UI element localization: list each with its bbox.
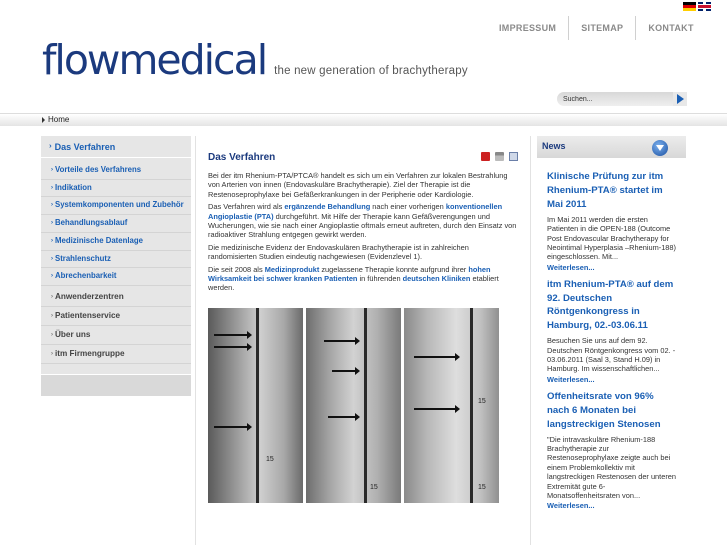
news-sidebar xyxy=(537,136,686,545)
arrow-right-icon xyxy=(677,94,684,104)
angiography-panel xyxy=(208,308,303,503)
sidebar-item-ueber-uns[interactable]: Über uns xyxy=(41,326,191,345)
paragraph: Das Verfahren wird als ergänzende Behandlung nach einer vorherigen konventionellen Angioplastie (PTA) durchgeführt. Mit Hilfe der Therapie kann Gefäßverengungen und Wucherungen, wie sie nach einer Angioplastie oftmals erneut auftreten, durch den Einsatz von radioaktiver Strahlung entgegen gewirkt werden. xyxy=(208,202,517,240)
impressum-link[interactable]: IMPRESSUM xyxy=(499,23,557,33)
pdf-icon[interactable] xyxy=(481,152,490,161)
news-header xyxy=(537,136,686,158)
news-item-body: Im Mai 2011 werden die ersten Patienten in die OPEN-188 (Outcome Post Endovascular Brachytherapy for Neointimal Hyperplasia –Rhenium-188) eingeschlossen. Mit... xyxy=(547,214,676,262)
left-sidebar xyxy=(41,136,191,396)
sidebar-item-das-verfahren[interactable]: ›› Das Verfahren xyxy=(41,136,191,158)
paragraph: Bei der itm Rhenium-PTA/PTCA® handelt es sich um ein Verfahren zur lokalen Bestrahlung von Arterien von innen (Endovaskuläre Brachytherapie). Ziel der Therapie ist die Restenoseprophylaxe bei Gefäßerkrankungen in der Peripherie oder Kardiologie. xyxy=(208,171,508,199)
news-item xyxy=(537,170,686,272)
angiography-panel xyxy=(404,308,499,503)
bullet-icon: ›› xyxy=(49,143,50,150)
sidebar-subitem-indikation[interactable]: Indikation xyxy=(41,180,191,198)
angiography-image xyxy=(208,308,499,503)
news-item-body: "Die intravaskuläre Rhenium-188 Brachytherapie zur Restenoseprophylaxe zeigte auch bei einem Problemkollektiv mit langstreckigen Restenosen der unteren Extremität gute 6-Monatsoffenheitsraten von... xyxy=(547,434,677,500)
read-more-link[interactable]: Weiterlesen... xyxy=(547,374,595,384)
logo[interactable] xyxy=(42,36,468,84)
email-icon[interactable] xyxy=(509,152,518,161)
link-deutsche-kliniken[interactable]: deutschen Kliniken xyxy=(402,273,471,283)
paragraph: Die seit 2008 als Medizinprodukt zugelassene Therapie konnte aufgrund ihrer hohen Wirksamkeit bei schwer kranken Patienten in führenden deutschen Kliniken etabliert werden. xyxy=(208,264,499,293)
page-title: Das Verfahren xyxy=(208,152,276,163)
link-ergaenzende-behandlung[interactable]: ergänzende Behandlung xyxy=(284,202,371,212)
sidebar-item-patientenservice[interactable]: Patientenservice xyxy=(41,307,191,326)
main-content xyxy=(195,136,531,545)
breadcrumb xyxy=(0,113,727,126)
search-submit-button[interactable] xyxy=(673,92,687,106)
sidebar-footer xyxy=(41,374,191,396)
print-icon[interactable] xyxy=(495,152,504,161)
link-medizinprodukt[interactable]: Medizinprodukt xyxy=(264,264,320,274)
news-item xyxy=(537,390,686,510)
search-input[interactable] xyxy=(557,92,673,106)
search-box xyxy=(557,92,687,106)
sitemap-link[interactable]: SITEMAP xyxy=(568,16,635,40)
scroll-down-icon[interactable] xyxy=(652,140,668,156)
scale-label: 15 xyxy=(478,484,486,491)
news-item-title[interactable]: itm Rhenium-PTA® auf dem 92. Deutschen Röntgenkongress in Hamburg, 02.-03.06.11 xyxy=(547,278,674,332)
language-switcher xyxy=(683,2,711,11)
news-item xyxy=(537,278,686,384)
logo-tagline: the new generation of brachytherapy xyxy=(274,65,468,77)
news-item-title[interactable]: Offenheitsrate von 96% nach 6 Monaten bei langstreckigen Stenosen xyxy=(547,390,661,430)
scale-label: 15 xyxy=(266,456,274,463)
news-item-body: Besuchen Sie uns auf dem 92. Deutschen Röntgenkongress vom 02. - 03.06.2011 (Saal 3, Stand H.09) in Hamburg. Im wissenschaftlichen... xyxy=(547,336,676,374)
sidebar-subitem-abrechenbarkeit[interactable]: Abrechenbarkeit xyxy=(41,268,191,286)
logo-wordmark: flowmedical xyxy=(42,36,267,84)
news-title: News xyxy=(542,141,566,151)
link-hohe-wirksamkeit[interactable]: hohen Wirksamkeit bei schwer kranken Patienten xyxy=(208,264,491,283)
scale-label: 15 xyxy=(478,398,486,405)
kontakt-link[interactable]: KONTAKT xyxy=(635,16,705,40)
sidebar-item-anwenderzentren[interactable]: Anwenderzentren xyxy=(41,288,191,307)
sidebar-subitem-systemkomponenten[interactable]: Systemkomponenten und Zubehör xyxy=(41,197,191,215)
read-more-link[interactable]: Weiterlesen... xyxy=(547,501,595,511)
page-tools xyxy=(481,152,518,161)
sidebar-subitem-behandlungsablauf[interactable]: Behandlungsablauf xyxy=(41,215,191,233)
breadcrumb-home-link[interactable]: Home xyxy=(48,115,70,124)
scale-label: 15 xyxy=(370,484,378,491)
sidebar-item-itm-firmengruppe[interactable]: itm Firmengruppe xyxy=(41,345,191,364)
angiography-panel xyxy=(306,308,401,503)
read-more-link[interactable]: Weiterlesen... xyxy=(547,262,595,272)
paragraph: Die medizinische Evidenz der Endovaskulären Brachytherapie ist in zahlreichen randomisierten Studien eindeutig nachgewiesen (Evidenzlevel 1). xyxy=(208,242,469,262)
sidebar-subitem-vorteile[interactable]: Vorteile des Verfahrens xyxy=(41,162,191,180)
article-text xyxy=(208,171,518,296)
top-navigation xyxy=(487,0,727,56)
sidebar-subitem-datenlage[interactable]: Medizinische Datenlage xyxy=(41,233,191,251)
news-item-title[interactable]: Klinische Prüfung zur itm Rhenium-PTA® startet im Mai 2011 xyxy=(547,171,664,210)
german-flag-icon[interactable] xyxy=(683,2,696,11)
uk-flag-icon[interactable] xyxy=(698,2,711,11)
sidebar-subitem-strahlenschutz[interactable]: Strahlenschutz xyxy=(41,251,191,269)
breadcrumb-arrow-icon xyxy=(42,117,45,123)
link-konventionelle-angioplastie[interactable]: konventionellen Angioplastie (PTA) xyxy=(208,202,503,221)
